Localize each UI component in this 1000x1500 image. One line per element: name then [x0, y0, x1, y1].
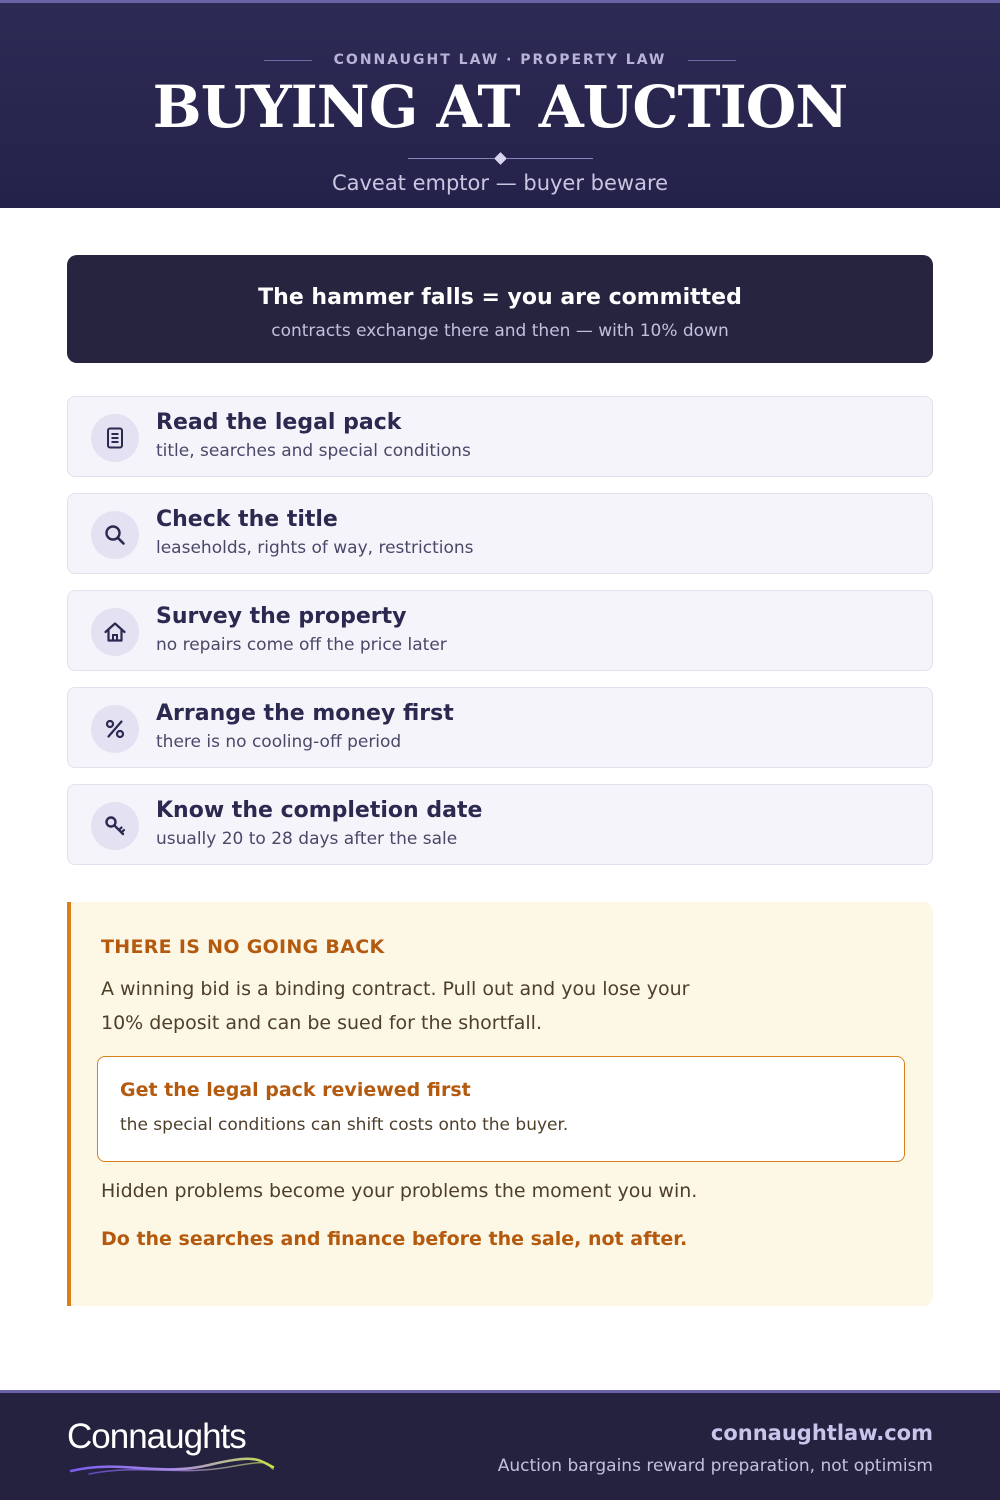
step-description: there is no cooling-off period [156, 732, 402, 752]
step-description: no repairs come off the price later [156, 635, 447, 655]
footer-tagline: Auction bargains reward preparation, not optimism [497, 1456, 933, 1476]
step-card-legal-pack [67, 396, 933, 477]
diamond-icon [494, 152, 507, 165]
warning-heading: THERE IS NO GOING BACK [101, 936, 385, 958]
step-description: title, searches and special conditions [156, 441, 471, 461]
house-icon [91, 608, 139, 656]
hammer-title: The hammer falls = you are committed [258, 285, 742, 310]
warning-callout [67, 902, 933, 1306]
step-title: Know the completion date [156, 798, 483, 823]
divider-rule-right [507, 158, 593, 159]
warning-call-to-action: Do the searches and finance before the sale, not after. [101, 1228, 688, 1250]
tip-description: the special conditions can shift costs onto the buyer. [120, 1115, 569, 1135]
step-title: Arrange the money first [156, 701, 454, 726]
step-description: leaseholds, rights of way, restrictions [156, 538, 474, 558]
step-card-money [67, 687, 933, 768]
page-subtitle: Caveat emptor — buyer beware [331, 171, 669, 195]
kicker-rule-left [264, 60, 312, 61]
step-card-title [67, 493, 933, 574]
step-card-completion [67, 784, 933, 865]
kicker-row [0, 49, 1000, 71]
kicker-rule-right [688, 60, 736, 61]
title-divider [0, 151, 1000, 165]
page-title: BUYING AT AUCTION [152, 73, 848, 141]
document-icon [91, 414, 139, 462]
step-card-survey [67, 590, 933, 671]
step-description: usually 20 to 28 days after the sale [156, 829, 458, 849]
percent-icon [91, 705, 139, 753]
page-footer [0, 1390, 1000, 1500]
hammer-subtitle: contracts exchange there and then — with 10% down [271, 321, 729, 341]
hammer-banner [67, 255, 933, 363]
divider-rule-left [408, 158, 494, 159]
kicker-text: CONNAUGHT LAW · PROPERTY LAW [333, 52, 667, 68]
warning-body: A winning bid is a binding contract. Pull out and you lose your 10% deposit and can be sued for the shortfall. [101, 978, 690, 1034]
steps-list [67, 396, 933, 881]
warning-note: Hidden problems become your problems the moment you win. [101, 1180, 698, 1202]
legal-pack-tip [97, 1056, 905, 1162]
logo-swoosh-icon [69, 1455, 275, 1477]
page-header [0, 0, 1000, 208]
tip-title: Get the legal pack reviewed first [120, 1079, 471, 1101]
key-icon [91, 802, 139, 850]
logo-wordmark: Connaughts [67, 1417, 246, 1456]
brand-logo [67, 1417, 287, 1477]
website-link[interactable]: connaughtlaw.com [710, 1421, 933, 1445]
step-title: Read the legal pack [156, 410, 402, 435]
step-title: Check the title [156, 507, 338, 532]
step-title: Survey the property [156, 604, 407, 629]
search-icon [91, 511, 139, 559]
